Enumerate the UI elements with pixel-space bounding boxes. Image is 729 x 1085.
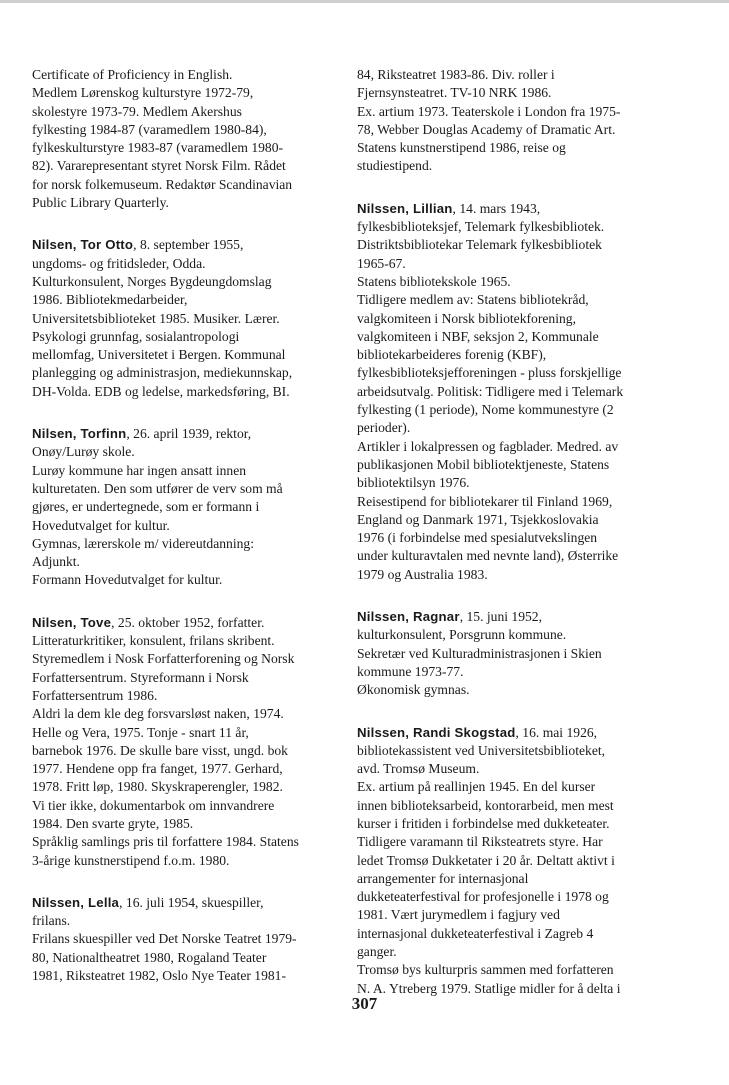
person-name: Nilsen, Tove (32, 614, 112, 630)
entry-text-line: Formann Hovedutvalget for kultur. (32, 572, 223, 588)
biography-entry (357, 200, 675, 584)
biography-entry (357, 608, 675, 699)
entry-text-line: Kulturkonsulent, Norges Bygdeungdomslag (32, 273, 272, 289)
biography-entry (32, 894, 332, 985)
left-column (32, 66, 332, 1009)
right-column (357, 66, 675, 1022)
biography-entry (32, 66, 332, 212)
entry-text-line: Ex. artium 1973. Teaterskole i London fra 1975- (357, 103, 621, 119)
entry-text-line: perioder). (357, 420, 411, 436)
entry-heading-details: , 25. oktober 1952, forfatter. (111, 614, 265, 630)
entry-text-line: 1977. Hendene opp fra fanget, 1977. Gerhard, (32, 761, 283, 777)
entry-text-line: skolestyre 1973-79. Medlem Akershus (32, 103, 242, 119)
entry-text-line: Medlem Lørenskog kulturstyre 1972-79, (32, 85, 254, 101)
person-name: Nilssen, Lillian (357, 200, 453, 216)
entry-text-line: Språklig samlings pris til forfattere 1984. Statens (32, 834, 299, 850)
entry-text-line: England og Danmark 1971, Tsjekkoslovakia (357, 511, 599, 527)
entry-text-line: mellomfag, Universitetet i Bergen. Kommunal (32, 347, 286, 363)
entry-text-line: gjøres, er undertegnede, som er formann i (32, 499, 260, 515)
entry-text-line: Tromsø bys kulturpris sammen med forfatteren (357, 962, 614, 978)
entry-heading (32, 894, 332, 912)
entry-text-line: studiestipend. (357, 158, 433, 174)
entry-text-line: Psykologi grunnfag, sosialantropologi (32, 328, 240, 344)
entry-heading (32, 614, 332, 632)
entry-text-line: ungdoms- og fritidsleder, Odda. (32, 255, 206, 271)
biography-entry (357, 724, 675, 998)
entry-text-line: Statens kunstnerstipend 1986, reise og (357, 140, 566, 156)
entry-text-line: dukketeaterfestival for profesjonelle i 1978 og (357, 889, 609, 905)
person-name: Nilssen, Randi Skogstad (357, 724, 516, 740)
entry-text-line: Gymnas, lærerskole m/ videreutdanning: (32, 535, 254, 551)
entry-text-line: Frilans skuespiller ved Det Norske Teatret 1979- (32, 931, 297, 947)
entry-text-line: 80, Nationaltheatret 1980, Rogaland Teater (32, 949, 267, 965)
entry-text-line: Distriktsbibliotekar Telemark fylkesbibliotek (357, 237, 602, 253)
entry-text-line: kommune 1973-77. (357, 663, 464, 679)
person-name: Nilssen, Ragnar (357, 609, 460, 625)
entry-heading (357, 724, 675, 742)
entry-text-line: kulturkonsulent, Porsgrunn kommune. (357, 627, 567, 643)
entry-heading-details: , 8. september 1955, (133, 237, 244, 253)
biography-entry (32, 614, 332, 870)
entry-text-line: under kulturavtalen med nevnte land), Østerrike (357, 548, 619, 564)
entry-text-line: barnebok 1976. De skulle bare visst, ungd. bok (32, 742, 288, 758)
entry-text-line: Universitetsbiblioteket 1985. Musiker. Lærer. (32, 310, 280, 326)
entry-text-line: Helle og Vera, 1975. Tonje - snart 11 år, (32, 724, 249, 740)
entry-text-line: fylkesbiblioteksjefforeningen - pluss forskjellige (357, 365, 622, 381)
entry-heading (357, 608, 675, 626)
entry-text-line: Onøy/Lurøy skole. (32, 444, 135, 460)
person-name: Nilssen, Lella (32, 894, 120, 910)
entry-text-line: Public Library Quarterly. (32, 195, 169, 211)
biography-entry (357, 66, 675, 176)
entry-text-line: Reisestipend for bibliotekarer til Finland 1969, (357, 493, 613, 509)
entry-text-line: publikasjonen Mobil bibliotektjeneste, Statens (357, 456, 610, 472)
entry-text-line: Tidligere medlem av: Statens bibliotekråd, (357, 292, 589, 308)
entry-text-line: bibliotekarbeideres forenig (KBF), (357, 347, 547, 363)
entry-text-line: fylkeskulturstyre 1983-87 (varamedlem 1980- (32, 140, 284, 156)
entry-text-line: innen biblioteksarbeid, kontorarbeid, men mest (357, 797, 614, 813)
entry-text-line: internasjonal dukketeaterfestival i Zagreb 4 (357, 925, 594, 941)
entry-text-line: ganger. (357, 944, 397, 960)
entry-text-line: planlegging og administrasjon, mediekunnskap, (32, 365, 293, 381)
entry-text-line: 84, Riksteatret 1983-86. Div. roller i (357, 67, 555, 82)
entry-heading-details: , 26. april 1939, rektor, (126, 426, 252, 442)
entry-heading (32, 425, 332, 443)
entry-text-line: 1965-67. (357, 255, 406, 271)
entry-text-line: Vi tier ikke, dokumentarbok om innvandrere (32, 797, 275, 813)
entry-heading (32, 236, 332, 254)
biography-entry (32, 425, 332, 590)
entry-text-line: Styremedlem i Nosk Forfatterforening og Norsk (32, 651, 295, 667)
entry-text-line: N. A. Ytreberg 1979. Statlige midler for å delta i (357, 980, 621, 996)
entry-text-line: Sekretær ved Kulturadministrasjonen i Skien (357, 645, 602, 661)
entry-text-line: kulturetaten. Den som utfører de verv som må (32, 480, 283, 496)
entry-text-line: 1986. Bibliotekmedarbeider, (32, 292, 188, 308)
entry-text-line: 1981. Vært jurymedlem i fagjury ved (357, 907, 560, 923)
entry-text-line: Forfattersentrum 1986. (32, 687, 158, 703)
entry-text-line: 78, Webber Douglas Academy of Dramatic Art. (357, 121, 616, 137)
entry-text-line: Lurøy kommune har ingen ansatt innen (32, 462, 247, 478)
entry-text-line: 1978. Fritt løp, 1980. Skyskraperengler, 1982. (32, 779, 283, 795)
entry-text-line: Ex. artium på reallinjen 1945. En del kurser (357, 779, 596, 795)
entry-text-line: fylkesting (1 periode), Nome kommunestyre (2 (357, 402, 614, 418)
entry-text-line: 3-årige kunstnerstipend f.o.m. 1980. (32, 852, 230, 868)
page-number: 307 (351, 994, 378, 1013)
entry-text-line: bibliotektilsyn 1976. (357, 475, 470, 491)
entry-text-line: 1979 og Australia 1983. (357, 566, 488, 582)
person-name: Nilsen, Tor Otto (32, 237, 134, 253)
biography-entry (32, 236, 332, 401)
entry-text-line: DH-Volda. EDB og ledelse, markedsføring, BI. (32, 383, 290, 399)
person-name: Nilsen, Torfinn (32, 426, 127, 442)
entry-text-line: frilans. (32, 913, 71, 929)
entry-heading-details: , 15. juni 1952, (459, 609, 543, 625)
entry-heading-details: , 16. mai 1926, (515, 724, 598, 740)
page-top-edge (0, 0, 729, 3)
entry-text-line: kurser i fritiden i forbindelse med dukketeater. (357, 815, 610, 831)
entry-text-line: Fjernsynsteatret. TV-10 NRK 1986. (357, 85, 552, 101)
entry-text-line: avd. Tromsø Museum. (357, 761, 480, 777)
entry-text-line: bibliotekassistent ved Universitetsbiblioteket, (357, 742, 606, 758)
entry-text-line: Adjunkt. (32, 554, 80, 570)
entry-text-line: Økonomisk gymnas. (357, 682, 470, 698)
entry-heading-details: , 16. juli 1954, skuespiller, (119, 894, 264, 910)
entry-text-line: arrangementer for internasjonal (357, 870, 529, 886)
entry-text-line: Tidligere varamann til Riksteatrets styre. Har (357, 834, 603, 850)
entry-text-line: valgkomiteen i Norsk bibliotekforening, (357, 310, 576, 326)
entry-text-line: 82). Vararepresentant styret Norsk Film. Rådet (32, 158, 286, 174)
entry-heading-details: , 14. mars 1943, (452, 200, 541, 216)
entry-text-line: Aldri la dem kle deg forsvarsløst naken, 1974. (32, 706, 284, 722)
entry-text-line: arbeidsutvalg. Politisk: Tidligere med i Telemark (357, 383, 624, 399)
entry-text-line: for norsk folkemuseum. Redaktør Scandinavian (32, 176, 293, 192)
entry-text-line: 1976 (i forbindelse med spesialutvekslingen (357, 530, 598, 546)
entry-text-line: 1984. Den svarte gryte, 1985. (32, 815, 194, 831)
entry-text-line: ledet Tromsø Dukketater i 20 år. Deltatt aktivt i (357, 852, 615, 868)
entry-text-line: Hovedutvalget for kultur. (32, 517, 170, 533)
entry-text-line: Certificate of Proficiency in English. (32, 67, 233, 82)
entry-text-line: fylkesbiblioteksjef, Telemark fylkesbibliotek. (357, 219, 605, 235)
entry-text-line: fylkesting 1984-87 (varamedlem 1980-84), (32, 121, 267, 137)
entry-text-line: 1981, Riksteatret 1982, Oslo Nye Teater 1981- (32, 968, 287, 984)
entry-text-line: Artikler i lokalpressen og fagblader. Medred. av (357, 438, 619, 454)
entry-text-line: Forfattersentrum. Styreformann i Norsk (32, 669, 249, 685)
entry-heading (357, 200, 675, 218)
entry-text-line: valgkomiteen i NBF, seksjon 2, Kommunale (357, 328, 599, 344)
entry-text-line: Statens bibliotekskole 1965. (357, 273, 511, 289)
entry-text-line: Litteraturkritiker, konsulent, frilans skribent. (32, 633, 275, 649)
